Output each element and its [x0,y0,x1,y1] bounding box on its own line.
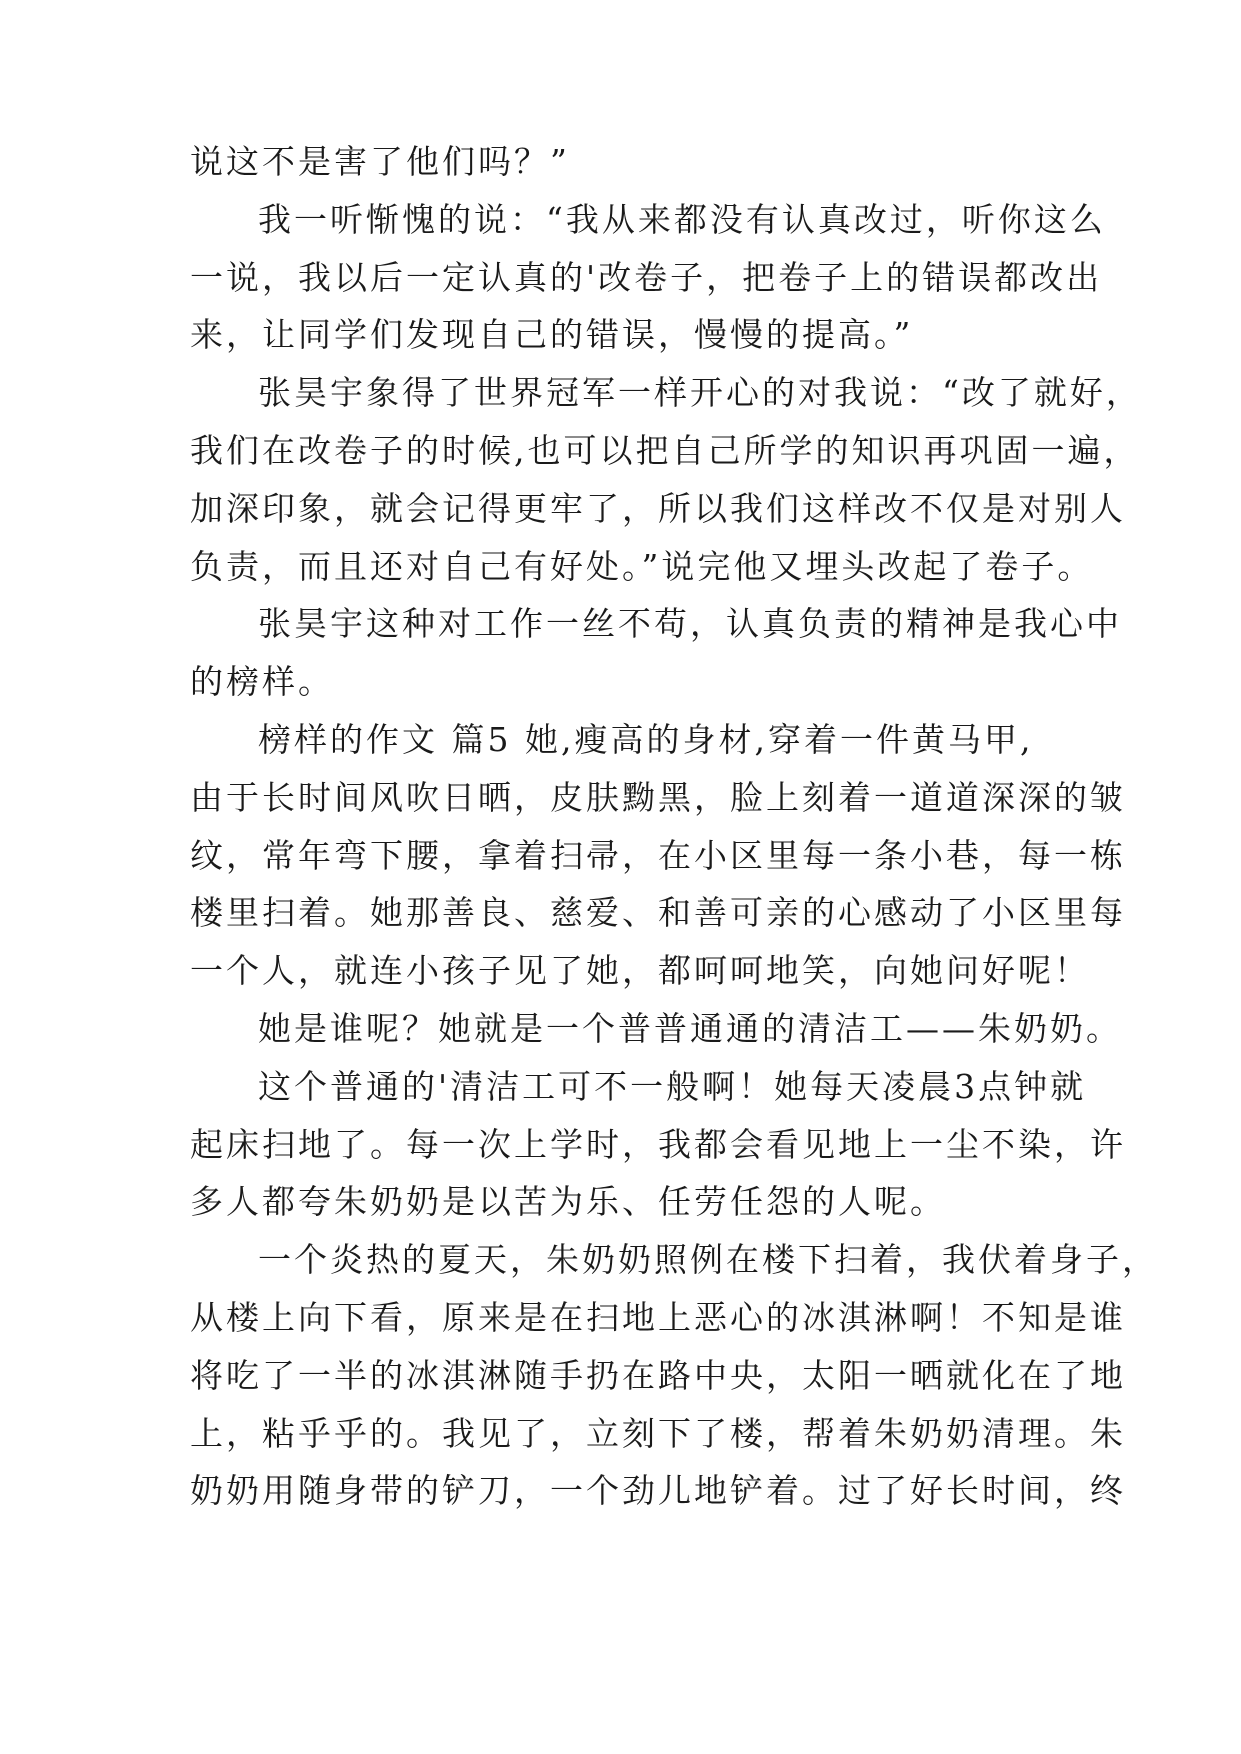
text-line: 上，粘乎乎的。我见了，立刻下了楼，帮着朱奶奶清理。朱 [190,1414,1126,1453]
text-line: 奶奶用随身带的铲刀，一个劲儿地铲着。过了好长时间，终 [190,1471,1126,1510]
text-line: 我们在改卷子的时候,也可以把自己所学的知识再巩固一遍， [190,431,1140,470]
text-line: 从楼上向下看，原来是在扫地上恶心的冰淇淋啊！不知是谁 [190,1298,1126,1337]
text-line: 楼里扫着。她那善良、慈爱、和善可亲的心感动了小区里每 [190,893,1126,932]
text-line: 多人都夸朱奶奶是以苦为乐、任劳任怨的人呢。 [190,1182,946,1221]
text-line: 这个普通的'清洁工可不一般啊！她每天凌晨3点钟就 [258,1067,1087,1106]
text-line: 一个炎热的夏天，朱奶奶照例在楼下扫着，我伏着身子， [258,1240,1158,1279]
text-line: 张昊宇这种对工作一丝不苟，认真负责的精神是我心中 [258,604,1122,643]
text-line: 纹，常年弯下腰，拿着扫帚，在小区里每一条小巷，每一栋 [190,836,1126,875]
text-line: 加深印象，就会记得更牢了，所以我们这样改不仅是对别人 [190,489,1126,528]
text-line: 一说，我以后一定认真的'改卷子，把卷子上的错误都改出 [190,258,1103,297]
text-line: 一个人，就连小孩子见了她，都呵呵地笑，向她问好呢！ [190,951,1090,990]
text-line: 由于长时间风吹日晒，皮肤黝黑，脸上刻着一道道深深的皱 [190,778,1126,817]
text-line: 负责，而且还对自己有好处。”说完他又埋头改起了卷子。 [190,547,1094,586]
text-line: 张昊宇象得了世界冠军一样开心的对我说：“改了就好， [258,373,1142,412]
text-line: 将吃了一半的冰淇淋随手扔在路中央，太阳一晒就化在了地 [190,1356,1126,1395]
text-line: 说这不是害了他们吗？” [190,142,570,181]
text-line: 的榜样。 [190,662,334,701]
text-line: 她是谁呢？她就是一个普普通通的清洁工——朱奶奶。 [258,1009,1122,1048]
text-line: 起床扫地了。每一次上学时，我都会看见地上一尘不染，许 [190,1125,1126,1164]
text-line: 我一听惭愧的说：“我从来都没有认真改过，听你这么 [258,200,1106,239]
text-line: 榜样的作文 篇5 她,瘦高的身材,穿着一件黄马甲, [258,720,1034,759]
text-line: 来，让同学们发现自己的错误，慢慢的提高。” [190,315,914,354]
